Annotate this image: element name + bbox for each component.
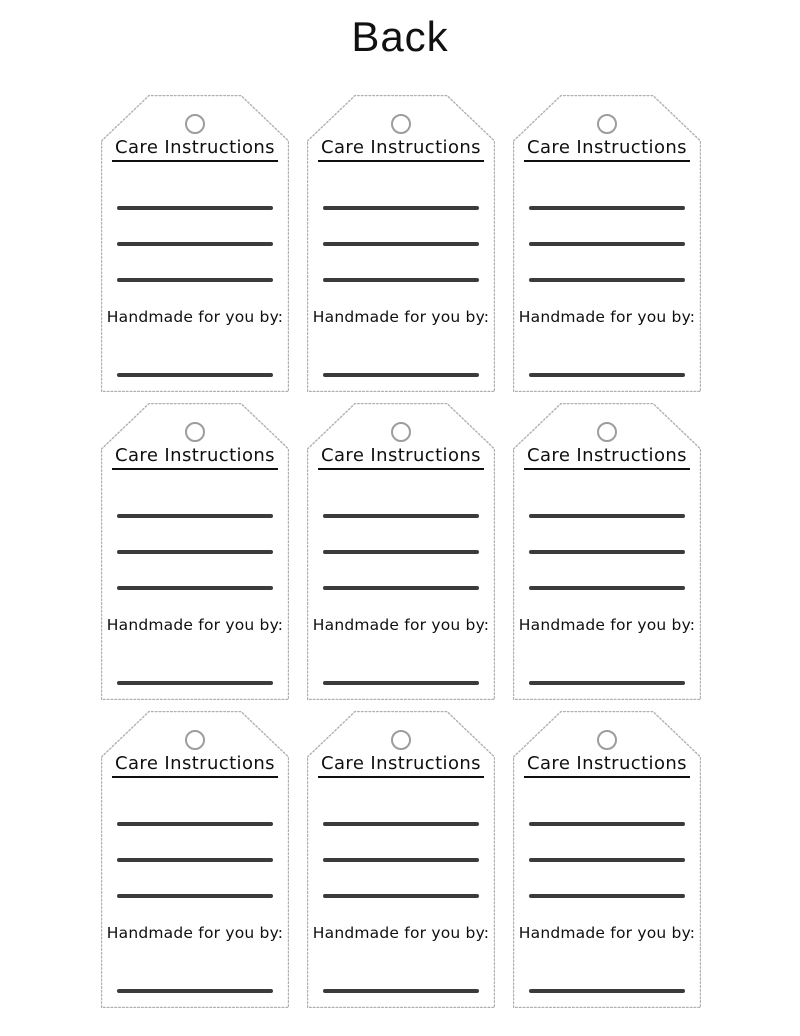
page-title: Back [351,13,449,60]
care-instructions-heading [307,445,495,470]
handmade-by-label: Handmade for you by: [312,308,490,326]
care-writing-line-3 [117,894,273,898]
care-writing-line-3 [323,894,479,898]
care-writing-line-3 [529,586,685,590]
care-instructions-label: Care Instructions [112,753,278,778]
care-instructions-label: Care Instructions [318,753,484,778]
signature-line [529,373,685,377]
handmade-by-label: Handmade for you by: [518,616,696,634]
care-writing-line-1 [529,514,685,518]
signature-line [323,989,479,993]
care-tag [307,711,495,1008]
signature-line [529,681,685,685]
care-writing-line-1 [529,822,685,826]
care-tag [307,403,495,700]
care-writing-line-1 [529,206,685,210]
handmade-by-label: Handmade for you by: [106,308,284,326]
care-writing-line-1 [323,206,479,210]
care-instructions-label: Care Instructions [524,753,690,778]
care-writing-line-1 [117,206,273,210]
care-instructions-label: Care Instructions [524,137,690,162]
handmade-by-label: Handmade for you by: [518,308,696,326]
hole-punch-icon [392,115,410,133]
care-writing-line-2 [323,550,479,554]
hole-punch-icon [186,731,204,749]
care-tag [307,95,495,392]
care-writing-line-2 [529,550,685,554]
care-writing-line-1 [323,822,479,826]
hole-punch-icon [598,731,616,749]
signature-line [117,681,273,685]
care-instructions-heading [307,753,495,778]
care-instructions-heading [101,753,289,778]
care-writing-line-2 [323,242,479,246]
care-writing-line-1 [323,514,479,518]
signature-line [323,373,479,377]
hole-punch-icon [392,423,410,441]
care-writing-line-3 [323,586,479,590]
care-writing-line-2 [323,858,479,862]
care-tag [101,95,289,392]
care-writing-line-2 [529,242,685,246]
care-writing-line-1 [117,514,273,518]
hole-punch-icon [186,115,204,133]
handmade-by-label: Handmade for you by: [312,924,490,942]
handmade-by-label: Handmade for you by: [106,924,284,942]
care-instructions-heading [101,445,289,470]
care-tag [101,711,289,1008]
care-tag [513,403,701,700]
care-writing-line-3 [323,278,479,282]
handmade-by-label: Handmade for you by: [518,924,696,942]
signature-line [117,989,273,993]
care-instructions-heading [513,137,701,162]
care-writing-line-1 [117,822,273,826]
care-writing-line-3 [529,894,685,898]
hole-punch-icon [598,115,616,133]
signature-line [323,681,479,685]
handmade-by-label: Handmade for you by: [106,616,284,634]
care-writing-line-2 [117,550,273,554]
hole-punch-icon [598,423,616,441]
care-writing-line-2 [117,242,273,246]
care-instructions-heading [513,445,701,470]
care-instructions-label: Care Instructions [524,445,690,470]
care-writing-line-3 [529,278,685,282]
care-writing-line-3 [117,278,273,282]
signature-line [117,373,273,377]
care-instructions-label: Care Instructions [112,445,278,470]
care-tag [101,403,289,700]
hole-punch-icon [392,731,410,749]
care-instructions-heading [513,753,701,778]
care-instructions-label: Care Instructions [112,137,278,162]
signature-line [529,989,685,993]
care-instructions-label: Care Instructions [318,445,484,470]
care-tag [513,95,701,392]
care-writing-line-3 [117,586,273,590]
care-instructions-heading [101,137,289,162]
care-instructions-label: Care Instructions [318,137,484,162]
care-writing-line-2 [117,858,273,862]
tags-grid [101,95,701,1008]
handmade-by-label: Handmade for you by: [312,616,490,634]
care-writing-line-2 [529,858,685,862]
care-tag [513,711,701,1008]
hole-punch-icon [186,423,204,441]
care-instructions-heading [307,137,495,162]
